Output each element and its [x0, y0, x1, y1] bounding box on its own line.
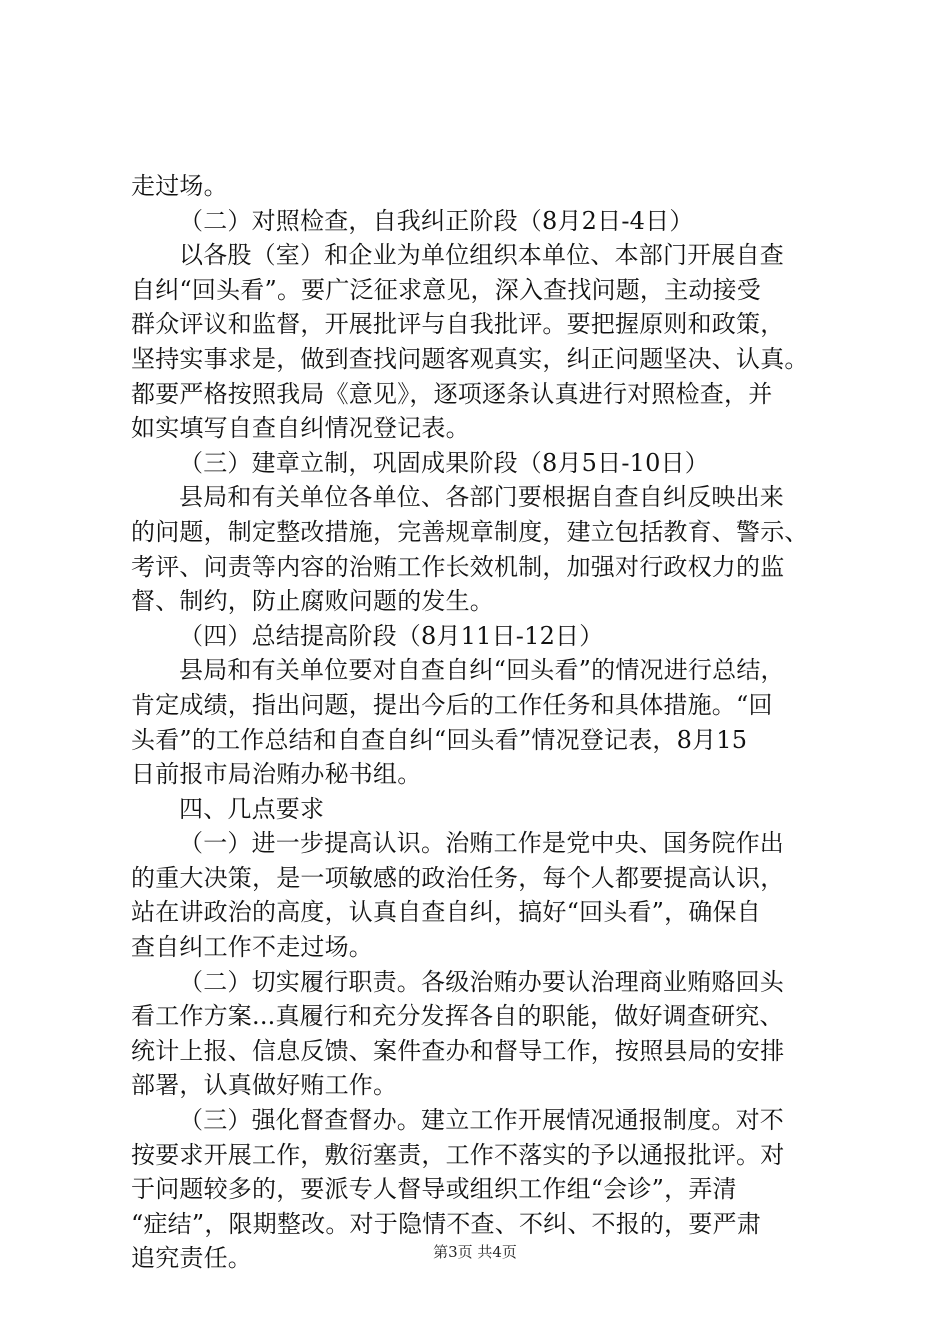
text-line: 都要严格按照我局《意见》，逐项逐条认真进行对照检查，并 — [131, 379, 773, 408]
text-line: 督、制约，防止腐败问题的发生。 — [131, 587, 494, 616]
text-line: 日前报市局治贿办秘书组。 — [131, 760, 422, 789]
text-line: 站在讲政治的高度，认真自查自纠，搞好“回头看”，确保自 — [131, 898, 761, 927]
text-line: 看工作方案...真履行和充分发挥各自的职能，做好调查研究、 — [131, 1002, 784, 1031]
text-line: （三）强化督查督办。建立工作开展情况通报制度。对不 — [179, 1106, 784, 1135]
text-line: 四、几点要求 — [179, 794, 325, 823]
text-line: 头看”的工作总结和自查自纠“回头看”情况登记表，8月15 — [131, 725, 748, 754]
text-line: 追究责任。 — [131, 1244, 252, 1273]
text-line: 的问题，制定整改措施，完善规章制度，建立包括教育、警示、 — [131, 517, 809, 546]
text-line: 群众评议和监督，开展批评与自我批评。要把握原则和政策， — [131, 310, 785, 339]
text-line: 考评、问责等内容的治贿工作长效机制，加强对行政权力的监 — [131, 552, 785, 581]
text-line: 按要求开展工作，敷衍塞责，工作不落实的予以通报批评。对 — [131, 1140, 785, 1169]
text-line: 县局和有关单位各单位、各部门要根据自查自纠反映出来 — [179, 483, 784, 512]
page-footer: 第3页 共4页 — [433, 1243, 517, 1261]
text-line: 县局和有关单位要对自查自纠“回头看”的情况进行总结， — [179, 656, 785, 685]
text-line: （二）对照检查，自我纠正阶段（8月2日-4日） — [179, 206, 694, 235]
text-line: 查自纠工作不走过场。 — [131, 933, 373, 962]
text-line: 的重大决策，是一项敏感的政治任务，每个人都要提高认识， — [131, 863, 785, 892]
text-line: （三）建章立制，巩固成果阶段（8月5日-10日） — [179, 448, 709, 477]
text-line: “症结”，限期整改。对于隐情不查、不纠、不报的，要严肃 — [131, 1209, 761, 1238]
text-line: （四）总结提高阶段（8月11日-12日） — [179, 621, 604, 650]
text-line: 走过场。 — [131, 172, 228, 200]
text-line: （二）切实履行职责。各级治贿办要认治理商业贿赂回头 — [179, 967, 784, 996]
text-line: 以各股（室）和企业为单位组织本单位、本部门开展自查 — [179, 241, 784, 270]
text-line: 如实填写自查自纠情况登记表。 — [131, 414, 470, 443]
document-body — [131, 169, 831, 1276]
text-line: 统计上报、信息反馈、案件查办和督导工作，按照县局的安排 — [131, 1036, 785, 1065]
text-line: 坚持实事求是，做到查找问题客观真实，纠正问题坚决、认真。 — [131, 344, 809, 373]
text-line: 肯定成绩，指出问题，提出今后的工作任务和具体措施。“回 — [131, 690, 773, 719]
text-line: （一）进一步提高认识。治贿工作是党中央、国务院作出 — [179, 829, 784, 858]
text-line: 部署，认真做好贿工作。 — [131, 1071, 398, 1100]
text-line: 于问题较多的，要派专人督导或组织工作组“会诊”，弄清 — [131, 1175, 737, 1204]
text-line: 自纠“回头看”。要广泛征求意见，深入查找问题，主动接受 — [131, 275, 761, 304]
